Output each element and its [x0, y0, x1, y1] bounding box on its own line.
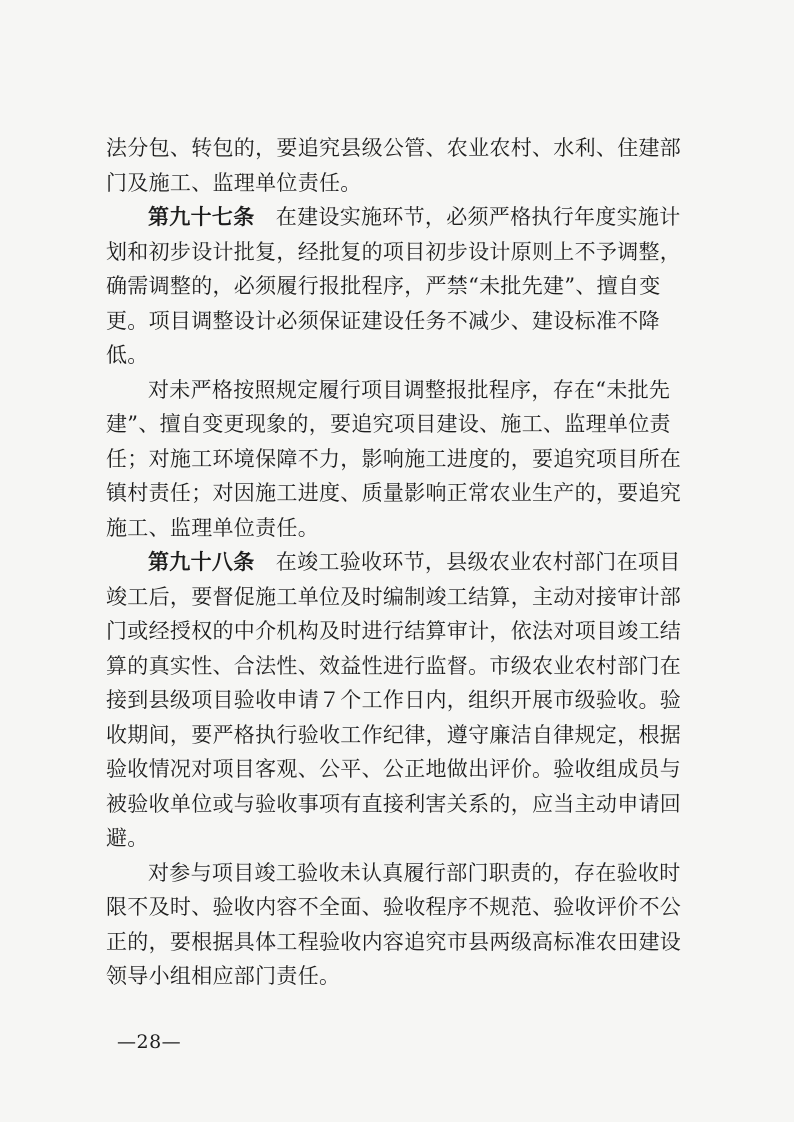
article-98-paragraph — [106, 545, 696, 856]
document-body — [106, 131, 696, 994]
paragraph-text: 在建设实施环节，必须严格执行年度实施计划和初步设计批复，经批复的项目初步设计原则上不予调整，确需调整的，必须履行报批程序，严禁“未批先建”、擅自变更。项目调整设计必须保证建设任务不减少、建设标准不降低。 — [106, 205, 682, 367]
paragraph-text: 对参与项目竣工验收未认真履行部门职责的，存在验收时限不及时、验收内容不全面、验收程序不规范、验收评价不公正的，要根据具体工程验收内容追究市县两级高标准农田建设领导小组相应部门责任。 — [106, 860, 682, 988]
article-97-paragraph — [106, 200, 696, 373]
article-97-accountability-paragraph — [106, 373, 696, 546]
paragraph-continuation — [106, 131, 696, 200]
article-heading: 第九十七条 — [148, 205, 255, 229]
page-number: —28— — [117, 1031, 182, 1053]
article-heading: 第九十八条 — [148, 550, 255, 574]
paragraph-text: 对未严格按照规定履行项目调整报批程序，存在“未批先建”、擅自变更现象的，要追究项目建设、施工、监理单位责任；对施工环境保障不力，影响施工进度的，要追究项目所在镇村责任；对因施工进度、质量影响正常农业生产的，要追究施工、监理单位责任。 — [106, 377, 682, 540]
article-98-accountability-paragraph — [106, 856, 696, 994]
paragraph-text: 法分包、转包的，要追究县级公管、农业农村、水利、住建部门及施工、监理单位责任。 — [106, 136, 682, 195]
paragraph-text: 在竣工验收环节，县级农业农村部门在项目竣工后，要督促施工单位及时编制竣工结算，主动对接审计部门或经授权的中介机构及时进行结算审计，依法对项目竣工结算的真实性、合法性、效益性进行监督。市级农业农村部门在接到县级项目验收申请７个工作日内，组织开展市级验收。验收期间，要严格执行验收工作纪律，遵守廉洁自律规定，根据验收情况对项目客观、公平、公正地做出评价。验收组成员与被验收单位或与验收事项有直接利害关系的，应当主动申请回避。 — [106, 550, 682, 850]
